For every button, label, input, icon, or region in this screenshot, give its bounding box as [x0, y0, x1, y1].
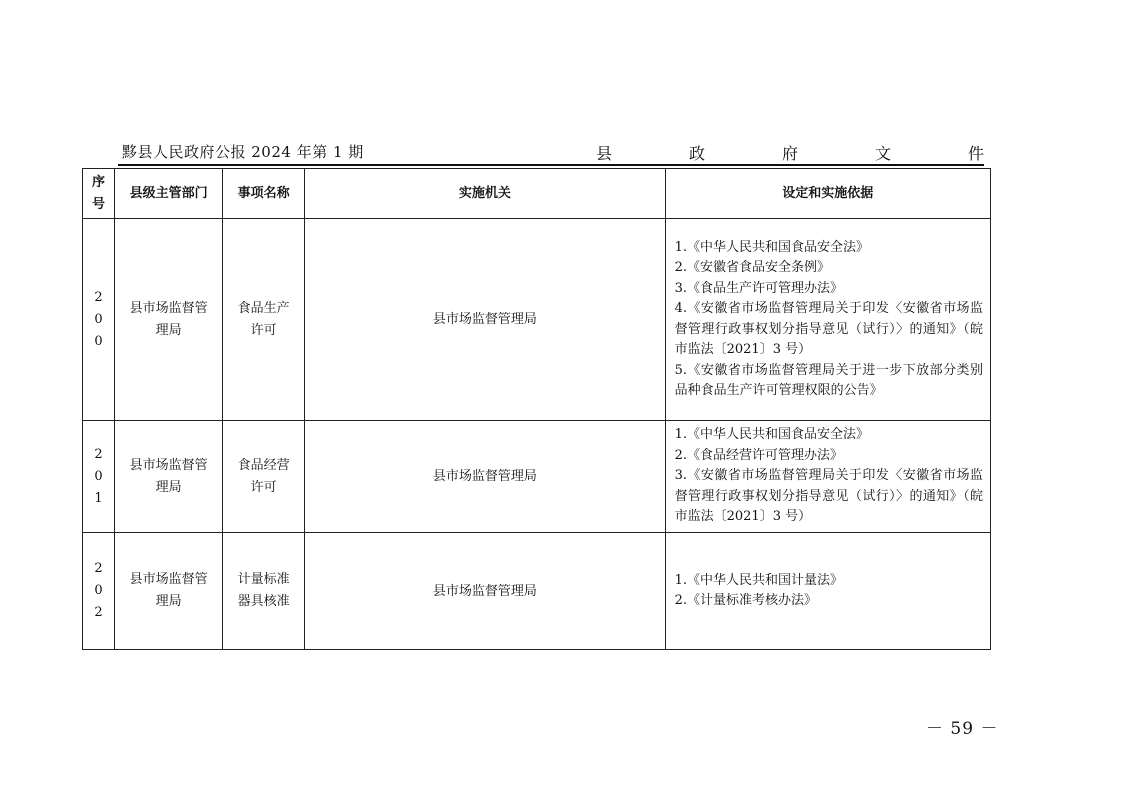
header-dept: 县级主管部门 — [115, 169, 223, 219]
row-dept: 县市场监督管理局 — [115, 421, 223, 533]
document-category — [596, 141, 984, 164]
header-seq: 序号 — [83, 169, 115, 219]
header-org: 实施机关 — [305, 169, 665, 219]
category-char: 府 — [781, 144, 798, 163]
basis-item: 4.《安徽省市场监督管理局关于印发〈安徽省市场监督管理行政事权划分指导意见（试行）〉的通知》（皖市监法〔2021〕3 号） — [674, 301, 983, 357]
page-number: － 59 － — [926, 719, 999, 739]
page-header — [118, 140, 984, 166]
row-seq: 201 — [83, 421, 115, 533]
row-basis — [665, 219, 990, 421]
row-basis — [665, 421, 990, 533]
basis-item: 2.《计量标准考核办法》 — [674, 593, 818, 608]
row-dept: 县市场监督管理局 — [115, 219, 223, 421]
row-basis — [665, 533, 990, 650]
header-basis: 设定和实施依据 — [665, 169, 990, 219]
row-dept: 县市场监督管理局 — [115, 533, 223, 650]
category-char: 县 — [596, 144, 613, 163]
basis-item: 1.《中华人民共和国食品安全法》 — [674, 239, 870, 255]
basis-item: 3.《食品生产许可管理办法》 — [674, 280, 844, 296]
row-org: 县市场监督管理局 — [305, 533, 665, 650]
table-row — [83, 421, 991, 533]
category-char: 文 — [874, 144, 891, 163]
row-seq: 202 — [83, 533, 115, 650]
row-item: 食品生产许可 — [223, 219, 305, 421]
authority-table — [82, 168, 991, 650]
category-char: 政 — [688, 144, 705, 163]
header-item: 事项名称 — [223, 169, 305, 219]
basis-item: 1.《中华人民共和国食品安全法》 — [674, 427, 870, 443]
basis-item: 5.《安徽省市场监督管理局关于进一步下放部分类别品种食品生产许可管理权限的公告》 — [674, 362, 983, 398]
header-rule-thick — [118, 164, 984, 166]
bulletin-title: 黟县人民政府公报 2024 年第 1 期 — [122, 143, 364, 161]
row-item: 计量标准器具核准 — [223, 533, 305, 650]
basis-item: 2.《安徽省食品安全条例》 — [674, 260, 831, 275]
table-row — [83, 219, 991, 421]
row-seq: 200 — [83, 219, 115, 421]
row-org: 县市场监督管理局 — [305, 219, 665, 421]
row-org: 县市场监督管理局 — [305, 421, 665, 533]
basis-item: 3.《安徽省市场监督管理局关于印发〈安徽省市场监督管理行政事权划分指导意见（试行）〉的通知》（皖市监法〔2021〕3 号） — [674, 468, 983, 525]
basis-item: 2.《食品经营许可管理办法》 — [674, 447, 844, 463]
row-item: 食品经营许可 — [223, 421, 305, 533]
category-char: 件 — [967, 144, 984, 163]
table-row — [83, 533, 991, 650]
basis-item: 1.《中华人民共和国计量法》 — [674, 572, 844, 588]
table-header-row — [83, 169, 991, 219]
